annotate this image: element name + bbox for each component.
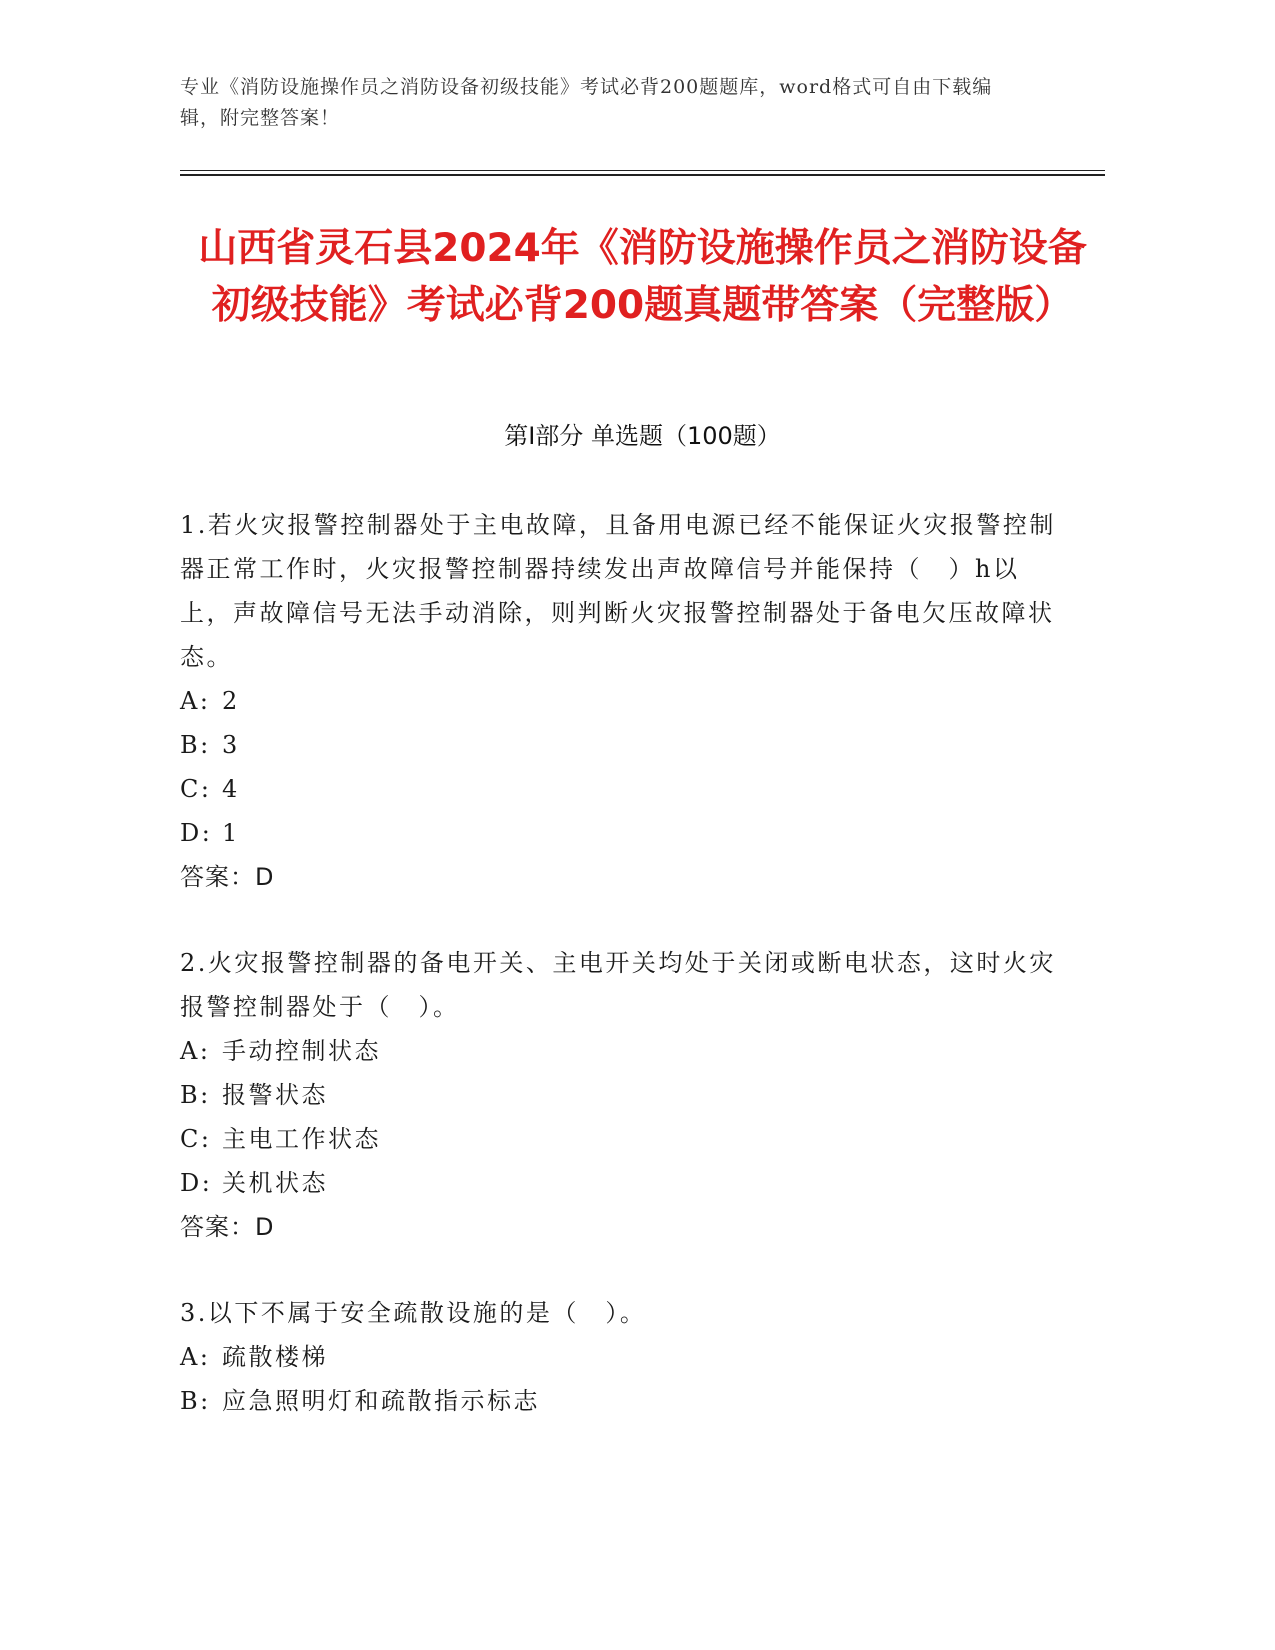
question-3 [180,1291,1060,1423]
header-note: 专业《消防设施操作员之消防设备初级技能》考试必背200题题库，word格式可自由下载编辑，附完整答案！ [180,76,993,129]
option-key: C: [180,1125,212,1153]
section-heading: 第Ⅰ部分 单选题（100题） [504,422,781,450]
option-b [180,1073,1060,1117]
answer-line: 答案：D [180,1213,275,1241]
option-b [180,1379,1060,1423]
option-text: 4 [222,775,240,803]
option-key: C: [180,775,212,803]
option-key: B: [180,1081,211,1109]
document-title: 山西省灵石县2024年《消防设施操作员之消防设备初级技能》考试必背200题真题带答案（完整版） [198,226,1087,328]
option-key: A: [180,1343,211,1371]
option-key: B: [180,1387,211,1415]
header-divider-thin [180,170,1105,171]
option-key: A: [180,687,211,715]
question-2 [180,941,1060,1249]
question-stem: 3.以下不属于安全疏散设施的是（ ）。 [180,1299,647,1327]
option-b [180,723,1060,767]
question-list [180,503,1060,1465]
option-text: 应急照明灯和疏散指示标志 [222,1387,540,1415]
option-text: 主电工作状态 [222,1125,381,1153]
question-1 [180,503,1060,899]
option-a [180,1029,1060,1073]
question-stem: 1.若火灾报警控制器处于主电故障，且备用电源已经不能保证火灾报警控制器正常工作时，火灾报警控制器持续发出声故障信号并能保持（ ）h以上，声故障信号无法手动消除，则判断火灾报警控制器处于备电欠压故障状态。 [180,511,1056,671]
option-text: 报警状态 [222,1081,328,1109]
option-text: 关机状态 [222,1169,328,1197]
option-d [180,1161,1060,1205]
option-c [180,767,1060,811]
option-text: 3 [222,731,240,759]
option-key: B: [180,731,211,759]
option-a [180,1335,1060,1379]
option-text: 1 [222,819,240,847]
answer-line: 答案：D [180,863,275,891]
option-key: D: [180,819,213,847]
header-divider-thick [180,174,1105,176]
option-c [180,1117,1060,1161]
option-key: A: [180,1037,211,1065]
option-text: 手动控制状态 [222,1037,381,1065]
option-a [180,679,1060,723]
option-text: 疏散楼梯 [222,1343,328,1371]
option-text: 2 [222,687,240,715]
option-key: D: [180,1169,213,1197]
option-d [180,811,1060,855]
question-stem: 2.火灾报警控制器的备电开关、主电开关均处于关闭或断电状态，这时火灾报警控制器处于（ ）。 [180,949,1056,1021]
